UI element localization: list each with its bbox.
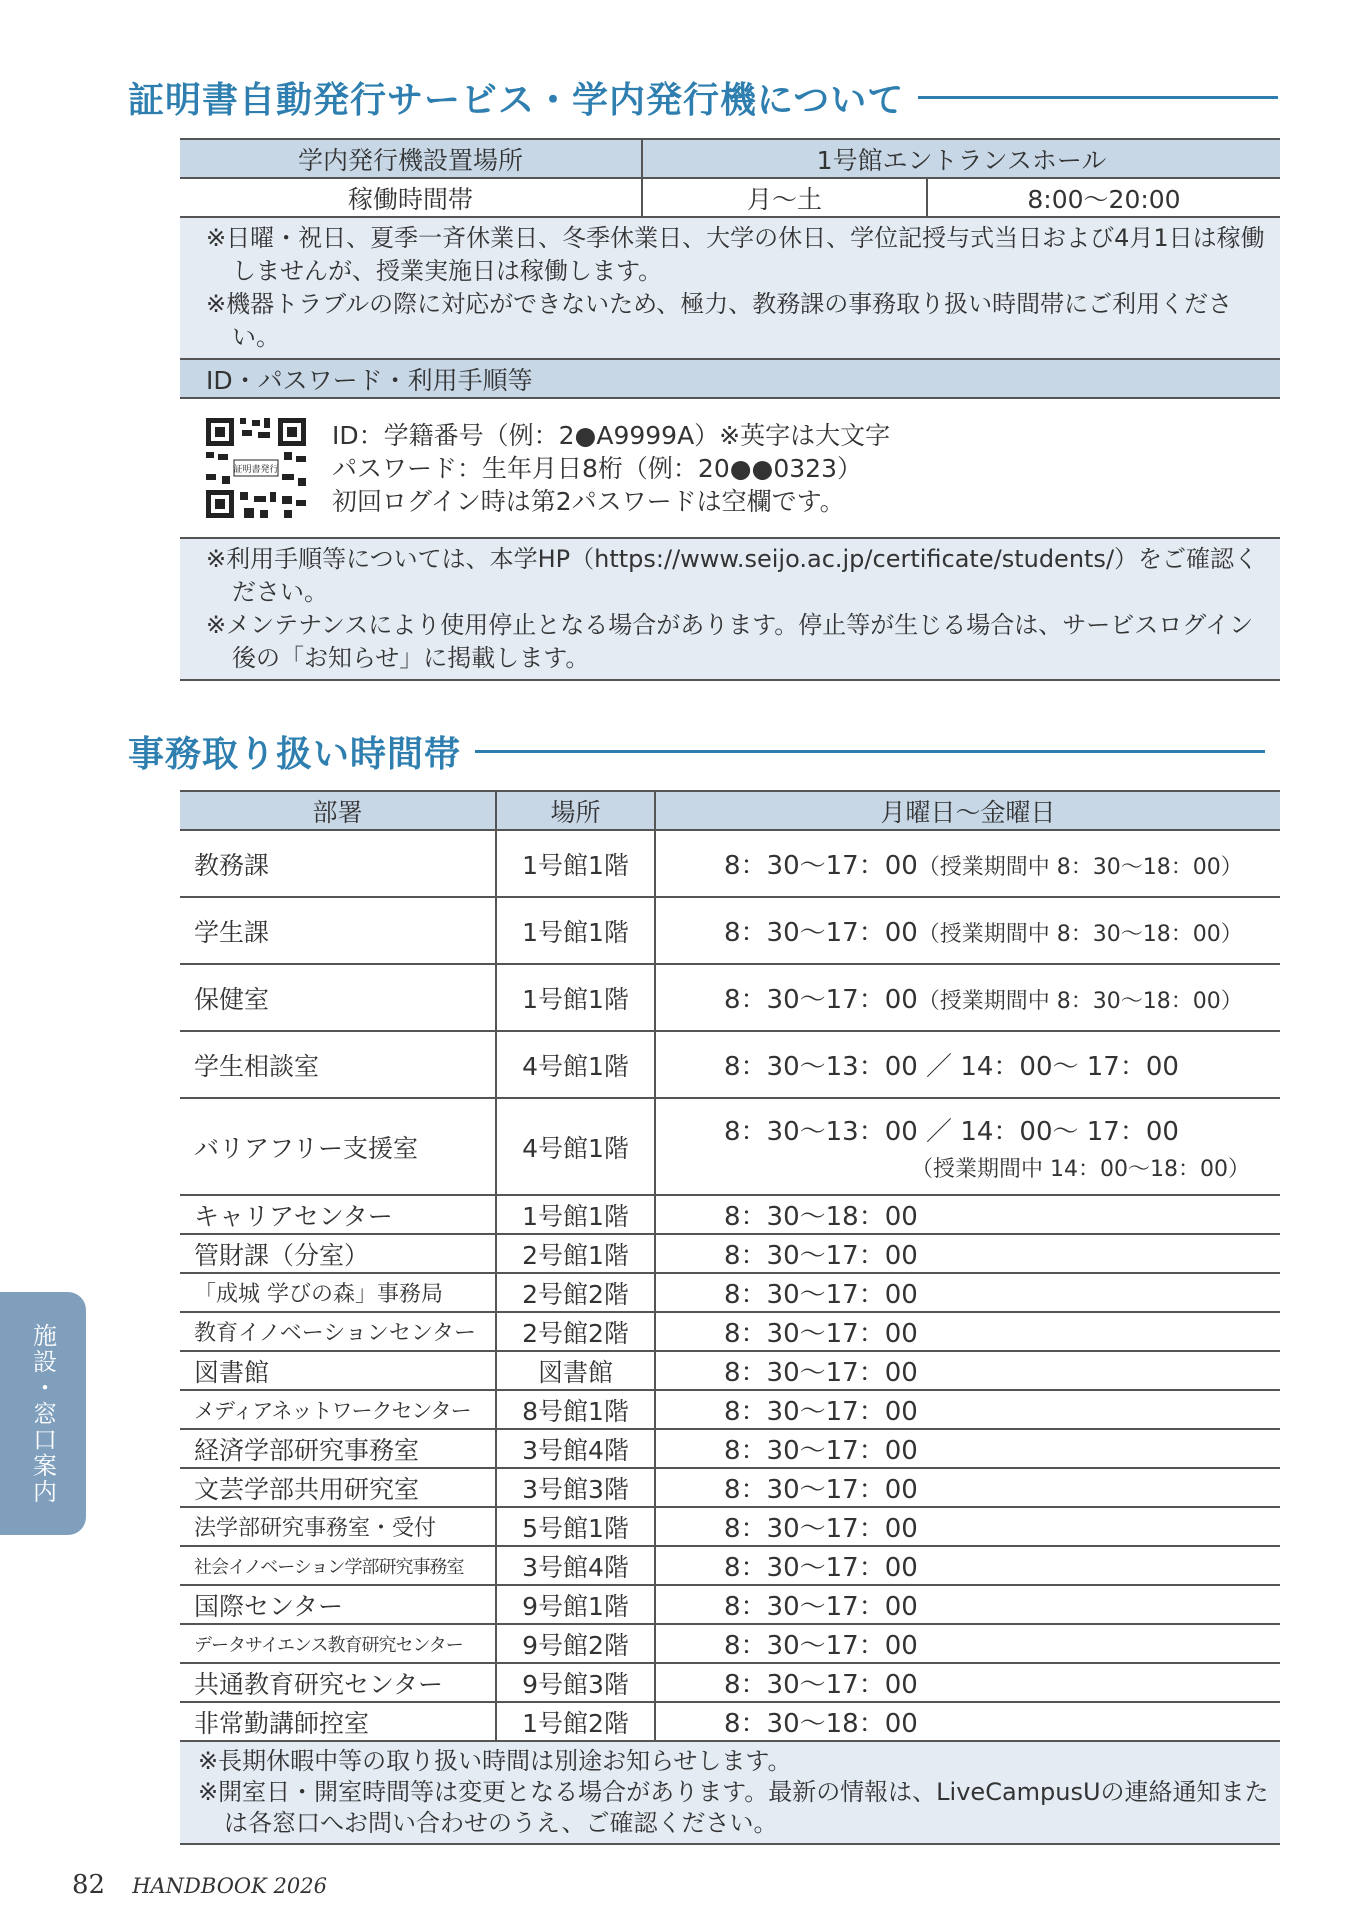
table-row [180, 1351, 1280, 1390]
cert-machine-table [180, 138, 1280, 681]
dept-place: 9号館3階 [496, 1663, 655, 1702]
note-item: ※利用手順等については、本学HP（https://www.seijo.ac.jp/certificate/students/）をご確認ください。 [206, 545, 1259, 606]
dept-name: キャリアセンター [180, 1195, 496, 1234]
dept-name: 保健室 [180, 964, 496, 1031]
location-value: 1号館エントランスホール [642, 139, 1280, 178]
cert-section-title: 証明書自動発行サービス・学内発行機について [128, 80, 905, 121]
dept-name: 共通教育研究センター [180, 1663, 496, 1702]
usage-notes [180, 538, 1280, 680]
table-row [180, 1429, 1280, 1468]
handbook-title: HANDBOOK 2026 [132, 1874, 327, 1898]
table-row [180, 1702, 1280, 1741]
dept-place: 1号館1階 [496, 897, 655, 964]
note-item: ※日曜・祝日、夏季一斉休業日、冬季休業日、大学の休日、学位記授与式当日および4月1日は稼働しませんが、授業実施日は稼働します。 [206, 224, 1265, 285]
section-side-tab [0, 1292, 86, 1535]
dept-name: 文芸学部共用研究室 [180, 1468, 496, 1507]
office-hours-table [180, 790, 1280, 1845]
table-row [180, 1234, 1280, 1273]
table-row [180, 1585, 1280, 1624]
table-row [180, 1273, 1280, 1312]
note-item: ※機器トラブルの際に対応ができないため、極力、教務課の事務取り扱い時間帯にご利用ください。 [206, 290, 1233, 351]
dept-name: 経済学部研究事務室 [180, 1429, 496, 1468]
dept-hours: 8：30〜17：00（授業期間中 8：30〜18：00） [655, 964, 1280, 1031]
dept-place: 3号館4階 [496, 1546, 655, 1585]
dept-place: 1号館1階 [496, 830, 655, 897]
dept-place: 9号館1階 [496, 1585, 655, 1624]
dept-name: 管財課（分室） [180, 1234, 496, 1273]
dept-name: 国際センター [180, 1585, 496, 1624]
table-row [180, 964, 1280, 1031]
dept-place: 2号館1階 [496, 1234, 655, 1273]
table-row [180, 1546, 1280, 1585]
heading-rule [918, 96, 1278, 99]
dept-name: 非常勤講師控室 [180, 1702, 496, 1741]
office-section-heading [128, 726, 1265, 777]
note-item: ※長期休暇中等の取り扱い時間は別途お知らせします。 [198, 1747, 792, 1775]
id-password-header: ID・パスワード・利用手順等 [180, 359, 1280, 398]
dept-hours: 8：30〜17：00 [655, 1468, 1280, 1507]
side-tab-label: 施設・窓口案内 [28, 1322, 57, 1505]
header-dept: 部署 [180, 791, 496, 830]
dept-place: 5号館1階 [496, 1507, 655, 1546]
operating-days: 月〜土 [642, 178, 927, 217]
office-section-title: 事務取り扱い時間帯 [128, 734, 462, 775]
dept-place: 4号館1階 [496, 1031, 655, 1098]
operation-notes [180, 217, 1280, 359]
dept-hours: 8：30〜17：00 [655, 1585, 1280, 1624]
table-row [180, 1098, 1280, 1195]
header-place: 場所 [496, 791, 655, 830]
dept-name: 教育イノベーションセンター [180, 1312, 496, 1351]
dept-name: バリアフリー支援室 [180, 1098, 496, 1195]
dept-place: 1号館2階 [496, 1702, 655, 1741]
dept-hours: 8：30〜13：00 ／ 14：00〜 17：00 （授業期間中 14：00〜18：00） [655, 1098, 1280, 1195]
dept-place: 1号館1階 [496, 964, 655, 1031]
dept-hours: 8：30〜17：00 [655, 1273, 1280, 1312]
dept-place: 2号館2階 [496, 1273, 655, 1312]
qr-code-icon[interactable] [204, 416, 308, 520]
table-row [180, 1195, 1280, 1234]
note-item: ※メンテナンスにより使用停止となる場合があります。停止等が生じる場合は、サービスログイン後の「お知らせ」に掲載します。 [206, 611, 1254, 672]
table-row [180, 1624, 1280, 1663]
password-line: パスワード：生年月日8桁（例：20●●0323） [332, 453, 862, 483]
hours-label: 稼働時間帯 [180, 178, 642, 217]
dept-place: 1号館1階 [496, 1195, 655, 1234]
dept-hours: 8：30〜17：00 [655, 1507, 1280, 1546]
dept-hours: 8：30〜17：00 [655, 1624, 1280, 1663]
dept-hours: 8：30〜17：00 [655, 1351, 1280, 1390]
table-row [180, 897, 1280, 964]
dept-name: 図書館 [180, 1351, 496, 1390]
dept-place: 図書館 [496, 1351, 655, 1390]
table-row [180, 830, 1280, 897]
dept-hours: 8：30〜17：00（授業期間中 8：30〜18：00） [655, 830, 1280, 897]
dept-hours: 8：30〜17：00（授業期間中 8：30〜18：00） [655, 897, 1280, 964]
operating-hours: 8:00〜20:00 [927, 178, 1280, 217]
table-row [180, 1312, 1280, 1351]
dept-hours: 8：30〜18：00 [655, 1702, 1280, 1741]
page-number: 82 [72, 1870, 106, 1900]
dept-hours: 8：30〜17：00 [655, 1234, 1280, 1273]
dept-name: データサイエンス教育研究センター [180, 1624, 496, 1663]
page-footer [72, 1870, 327, 1900]
table-row [180, 1507, 1280, 1546]
location-label: 学内発行機設置場所 [180, 139, 642, 178]
dept-hours: 8：30〜17：00 [655, 1390, 1280, 1429]
table-row [180, 1468, 1280, 1507]
header-hours: 月曜日〜金曜日 [655, 791, 1280, 830]
table-row [180, 1390, 1280, 1429]
dept-hours: 8：30〜17：00 [655, 1546, 1280, 1585]
dept-place: 9号館2階 [496, 1624, 655, 1663]
cert-section-heading [128, 72, 1278, 123]
first-login-line: 初回ログイン時は第2パスワードは空欄です。 [332, 486, 845, 516]
dept-name: 「成城 学びの森」事務局 [180, 1273, 496, 1312]
office-notes [180, 1741, 1280, 1844]
id-line: ID：学籍番号（例：2●A9999A）※英字は大文字 [332, 420, 891, 450]
dept-name: メディアネットワークセンター [180, 1390, 496, 1429]
table-row [180, 1031, 1280, 1098]
dept-name: 学生相談室 [180, 1031, 496, 1098]
table-row [180, 1663, 1280, 1702]
dept-hours: 8：30〜13：00 ／ 14：00〜 17：00 [655, 1031, 1280, 1098]
dept-place: 3号館4階 [496, 1429, 655, 1468]
dept-name: 教務課 [180, 830, 496, 897]
dept-place: 4号館1階 [496, 1098, 655, 1195]
dept-place: 8号館1階 [496, 1390, 655, 1429]
dept-name: 法学部研究事務室・受付 [180, 1507, 496, 1546]
dept-hours: 8：30〜17：00 [655, 1429, 1280, 1468]
note-item: ※開室日・開室時間等は変更となる場合があります。最新の情報は、LiveCampusUの連絡通知または各窓口へお問い合わせのうえ、ご確認ください。 [198, 1778, 1269, 1837]
dept-hours: 8：30〜18：00 [655, 1195, 1280, 1234]
dept-name: 社会イノベーション学部研究事務室 [180, 1546, 496, 1585]
qr-label: 証明書発行 [233, 465, 279, 475]
dept-name: 学生課 [180, 897, 496, 964]
dept-place: 3号館3階 [496, 1468, 655, 1507]
dept-hours: 8：30〜17：00 [655, 1663, 1280, 1702]
heading-rule [475, 750, 1265, 753]
login-info [180, 398, 1280, 538]
dept-hours: 8：30〜17：00 [655, 1312, 1280, 1351]
dept-place: 2号館2階 [496, 1312, 655, 1351]
